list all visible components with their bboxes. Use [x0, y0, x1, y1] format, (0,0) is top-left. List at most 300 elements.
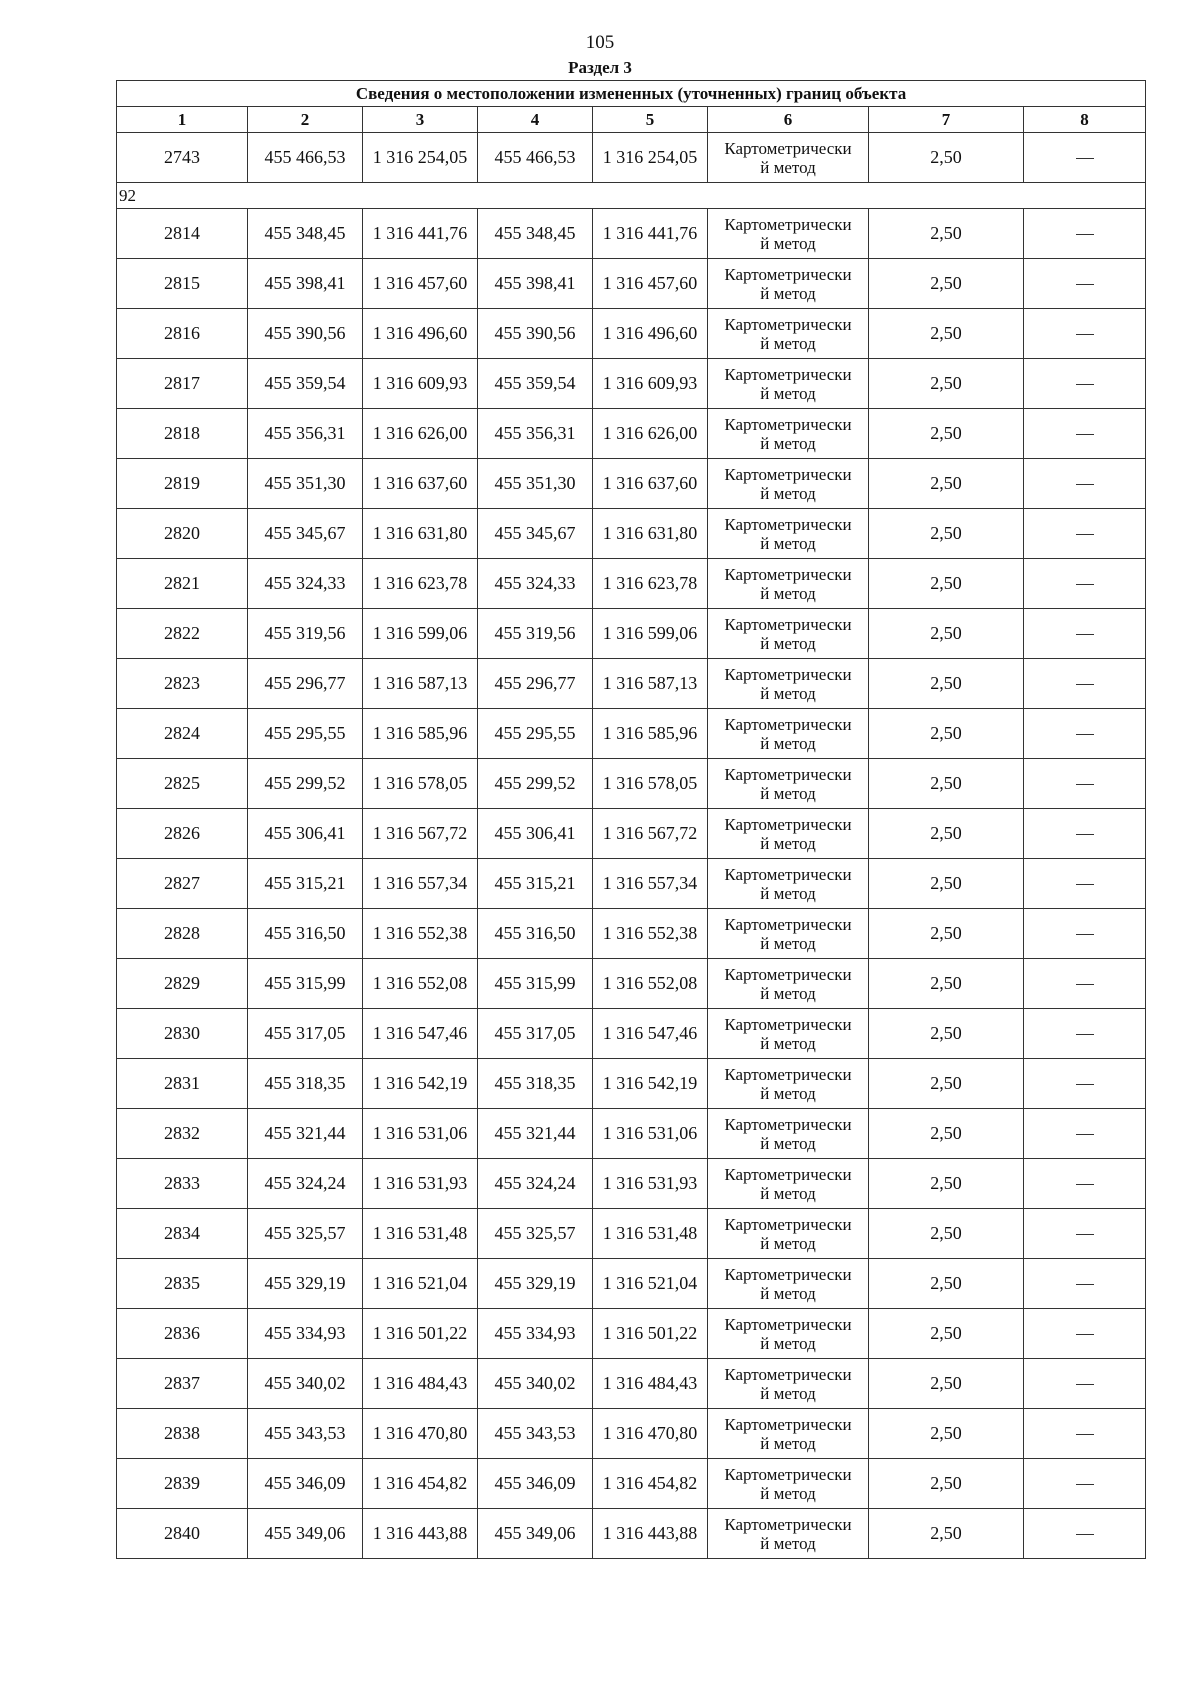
y-old-cell: 1 316 531,48 — [363, 1209, 478, 1259]
point-id-cell: 2829 — [117, 959, 248, 1009]
method-cell — [708, 509, 869, 559]
x-new-cell: 455 329,19 — [478, 1259, 593, 1309]
x-old-cell: 455 295,55 — [248, 709, 363, 759]
y-old-cell: 1 316 631,80 — [363, 509, 478, 559]
table-row — [117, 209, 1146, 259]
method-cell — [708, 1109, 869, 1159]
dash-icon — [1076, 984, 1094, 985]
method-line-2: й метод — [760, 1183, 816, 1203]
table-caption: Сведения о местоположении измененных (уточненных) границ объекта — [117, 81, 1146, 107]
accuracy-cell: 2,50 — [869, 359, 1024, 409]
column-number: 6 — [708, 107, 869, 133]
point-id-cell: 2823 — [117, 659, 248, 709]
empty-value-cell — [1024, 609, 1146, 659]
y-old-cell: 1 316 484,43 — [363, 1359, 478, 1409]
x-old-cell: 455 317,05 — [248, 1009, 363, 1059]
dash-icon — [1076, 834, 1094, 835]
accuracy-cell: 2,50 — [869, 1309, 1024, 1359]
method-cell — [708, 459, 869, 509]
x-old-cell: 455 315,99 — [248, 959, 363, 1009]
dash-icon — [1076, 1534, 1094, 1535]
y-new-cell: 1 316 623,78 — [593, 559, 708, 609]
y-new-cell: 1 316 552,08 — [593, 959, 708, 1009]
y-old-cell: 1 316 470,80 — [363, 1409, 478, 1459]
x-new-cell: 455 315,21 — [478, 859, 593, 909]
accuracy-cell: 2,50 — [869, 1059, 1024, 1109]
y-old-cell: 1 316 531,93 — [363, 1159, 478, 1209]
empty-value-cell — [1024, 1009, 1146, 1059]
method-line-2: й метод — [760, 1083, 816, 1103]
empty-value-cell — [1024, 409, 1146, 459]
dash-icon — [1076, 1434, 1094, 1435]
method-line-1: Картометрически — [724, 914, 852, 934]
method-line-1: Картометрически — [724, 614, 852, 634]
dash-icon — [1076, 234, 1094, 235]
empty-value-cell — [1024, 759, 1146, 809]
dash-icon — [1076, 534, 1094, 535]
method-line-2: й метод — [760, 583, 816, 603]
table-row — [117, 659, 1146, 709]
method-line-2: й метод — [760, 1033, 816, 1053]
x-old-cell: 455 359,54 — [248, 359, 363, 409]
empty-value-cell — [1024, 1209, 1146, 1259]
point-id-cell: 2743 — [117, 133, 248, 183]
dash-icon — [1076, 284, 1094, 285]
empty-value-cell — [1024, 1109, 1146, 1159]
y-new-cell: 1 316 587,13 — [593, 659, 708, 709]
method-cell — [708, 1359, 869, 1409]
y-old-cell: 1 316 578,05 — [363, 759, 478, 809]
y-old-cell: 1 316 254,05 — [363, 133, 478, 183]
method-cell — [708, 659, 869, 709]
accuracy-cell: 2,50 — [869, 1109, 1024, 1159]
x-new-cell: 455 356,31 — [478, 409, 593, 459]
y-new-cell: 1 316 521,04 — [593, 1259, 708, 1309]
x-new-cell: 455 324,24 — [478, 1159, 593, 1209]
y-old-cell: 1 316 441,76 — [363, 209, 478, 259]
x-new-cell: 455 349,06 — [478, 1509, 593, 1559]
dash-icon — [1076, 634, 1094, 635]
dash-icon — [1076, 934, 1094, 935]
x-new-cell: 455 295,55 — [478, 709, 593, 759]
method-line-1: Картометрически — [724, 964, 852, 984]
y-new-cell: 1 316 454,82 — [593, 1459, 708, 1509]
column-number: 7 — [869, 107, 1024, 133]
accuracy-cell: 2,50 — [869, 659, 1024, 709]
point-id-cell: 2814 — [117, 209, 248, 259]
y-new-cell: 1 316 626,00 — [593, 409, 708, 459]
x-new-cell: 455 296,77 — [478, 659, 593, 709]
y-new-cell: 1 316 441,76 — [593, 209, 708, 259]
table-row — [117, 809, 1146, 859]
y-new-cell: 1 316 531,48 — [593, 1209, 708, 1259]
method-line-1: Картометрически — [724, 814, 852, 834]
empty-value-cell — [1024, 1159, 1146, 1209]
column-number: 4 — [478, 107, 593, 133]
empty-value-cell — [1024, 1459, 1146, 1509]
table-row — [117, 609, 1146, 659]
x-new-cell: 455 359,54 — [478, 359, 593, 409]
point-id-cell: 2827 — [117, 859, 248, 909]
y-old-cell: 1 316 552,08 — [363, 959, 478, 1009]
y-new-cell: 1 316 484,43 — [593, 1359, 708, 1409]
method-line-2: й метод — [760, 883, 816, 903]
point-id-cell: 2822 — [117, 609, 248, 659]
table-row — [117, 409, 1146, 459]
dash-icon — [1076, 1034, 1094, 1035]
method-cell — [708, 859, 869, 909]
table-row — [117, 259, 1146, 309]
method-line-2: й метод — [760, 833, 816, 853]
method-line-2: й метод — [760, 1433, 816, 1453]
y-new-cell: 1 316 254,05 — [593, 133, 708, 183]
table-row — [117, 559, 1146, 609]
point-id-cell: 2826 — [117, 809, 248, 859]
y-new-cell: 1 316 443,88 — [593, 1509, 708, 1559]
method-line-1: Картометрически — [724, 264, 852, 284]
x-old-cell: 455 345,67 — [248, 509, 363, 559]
dash-icon — [1076, 1184, 1094, 1185]
y-new-cell: 1 316 457,60 — [593, 259, 708, 309]
y-new-cell: 1 316 496,60 — [593, 309, 708, 359]
accuracy-cell: 2,50 — [869, 1009, 1024, 1059]
method-line-1: Картометрически — [724, 1464, 852, 1484]
method-line-1: Картометрически — [724, 1264, 852, 1284]
method-cell — [708, 909, 869, 959]
method-line-2: й метод — [760, 783, 816, 803]
y-new-cell: 1 316 599,06 — [593, 609, 708, 659]
y-new-cell: 1 316 542,19 — [593, 1059, 708, 1109]
table-row — [117, 1009, 1146, 1059]
point-id-cell: 2818 — [117, 409, 248, 459]
y-old-cell: 1 316 587,13 — [363, 659, 478, 709]
method-line-1: Картометрически — [724, 1514, 852, 1534]
x-old-cell: 455 315,21 — [248, 859, 363, 909]
method-line-1: Картометрически — [724, 1164, 852, 1184]
empty-value-cell — [1024, 559, 1146, 609]
accuracy-cell: 2,50 — [869, 1459, 1024, 1509]
point-id-cell: 2831 — [117, 1059, 248, 1109]
table-row — [117, 709, 1146, 759]
coordinates-table — [116, 80, 1146, 1559]
y-new-cell: 1 316 631,80 — [593, 509, 708, 559]
empty-value-cell — [1024, 309, 1146, 359]
dash-icon — [1076, 1134, 1094, 1135]
x-new-cell: 455 318,35 — [478, 1059, 593, 1109]
method-line-1: Картометрически — [724, 664, 852, 684]
method-cell — [708, 1209, 869, 1259]
method-cell — [708, 1459, 869, 1509]
point-id-cell: 2836 — [117, 1309, 248, 1359]
table-row — [117, 1159, 1146, 1209]
x-new-cell: 455 316,50 — [478, 909, 593, 959]
accuracy-cell: 2,50 — [869, 1409, 1024, 1459]
y-old-cell: 1 316 443,88 — [363, 1509, 478, 1559]
accuracy-cell: 2,50 — [869, 759, 1024, 809]
column-number: 1 — [117, 107, 248, 133]
x-old-cell: 455 466,53 — [248, 133, 363, 183]
x-old-cell: 455 356,31 — [248, 409, 363, 459]
x-old-cell: 455 325,57 — [248, 1209, 363, 1259]
accuracy-cell: 2,50 — [869, 709, 1024, 759]
method-cell — [708, 559, 869, 609]
x-new-cell: 455 317,05 — [478, 1009, 593, 1059]
table-row — [117, 1359, 1146, 1409]
method-line-2: й метод — [760, 483, 816, 503]
method-line-1: Картометрически — [724, 714, 852, 734]
method-cell — [708, 959, 869, 1009]
method-line-1: Картометрически — [724, 314, 852, 334]
y-old-cell: 1 316 457,60 — [363, 259, 478, 309]
method-line-2: й метод — [760, 1233, 816, 1253]
method-cell — [708, 609, 869, 659]
point-id-cell: 2821 — [117, 559, 248, 609]
method-line-1: Картометрически — [724, 464, 852, 484]
method-cell — [708, 1009, 869, 1059]
x-new-cell: 455 340,02 — [478, 1359, 593, 1409]
method-line-1: Картометрически — [724, 564, 852, 584]
accuracy-cell: 2,50 — [869, 1159, 1024, 1209]
method-cell — [708, 409, 869, 459]
method-line-1: Картометрически — [724, 1014, 852, 1034]
x-new-cell: 455 390,56 — [478, 309, 593, 359]
accuracy-cell: 2,50 — [869, 809, 1024, 859]
group-label: 92 — [117, 183, 1146, 209]
accuracy-cell: 2,50 — [869, 859, 1024, 909]
x-old-cell: 455 390,56 — [248, 309, 363, 359]
method-line-1: Картометрически — [724, 764, 852, 784]
y-new-cell: 1 316 552,38 — [593, 909, 708, 959]
accuracy-cell: 2,50 — [869, 309, 1024, 359]
method-line-2: й метод — [760, 333, 816, 353]
table-row — [117, 1059, 1146, 1109]
y-new-cell: 1 316 547,46 — [593, 1009, 708, 1059]
x-old-cell: 455 340,02 — [248, 1359, 363, 1409]
empty-value-cell — [1024, 1409, 1146, 1459]
method-cell — [708, 1509, 869, 1559]
table-row — [117, 1409, 1146, 1459]
empty-value-cell — [1024, 959, 1146, 1009]
x-new-cell: 455 348,45 — [478, 209, 593, 259]
dash-icon — [1076, 734, 1094, 735]
table-row — [117, 1109, 1146, 1159]
table-row — [117, 359, 1146, 409]
y-old-cell: 1 316 531,06 — [363, 1109, 478, 1159]
accuracy-cell: 2,50 — [869, 1209, 1024, 1259]
y-new-cell: 1 316 501,22 — [593, 1309, 708, 1359]
x-new-cell: 455 334,93 — [478, 1309, 593, 1359]
x-old-cell: 455 334,93 — [248, 1309, 363, 1359]
dash-icon — [1076, 1284, 1094, 1285]
point-id-cell: 2824 — [117, 709, 248, 759]
accuracy-cell: 2,50 — [869, 209, 1024, 259]
y-old-cell: 1 316 521,04 — [363, 1259, 478, 1309]
dash-icon — [1076, 158, 1094, 159]
page-number: 105 — [585, 32, 615, 53]
empty-value-cell — [1024, 209, 1146, 259]
method-line-2: й метод — [760, 283, 816, 303]
y-old-cell: 1 316 626,00 — [363, 409, 478, 459]
table-row — [117, 1459, 1146, 1509]
method-line-2: й метод — [760, 233, 816, 253]
y-old-cell: 1 316 496,60 — [363, 309, 478, 359]
table-row — [117, 509, 1146, 559]
dash-icon — [1076, 1484, 1094, 1485]
y-new-cell: 1 316 585,96 — [593, 709, 708, 759]
method-line-1: Картометрически — [724, 214, 852, 234]
x-old-cell: 455 398,41 — [248, 259, 363, 309]
method-line-1: Картометрически — [724, 1214, 852, 1234]
y-new-cell: 1 316 578,05 — [593, 759, 708, 809]
empty-value-cell — [1024, 709, 1146, 759]
method-cell — [708, 1059, 869, 1109]
dash-icon — [1076, 334, 1094, 335]
method-line-1: Картометрически — [724, 1414, 852, 1434]
y-old-cell: 1 316 552,38 — [363, 909, 478, 959]
accuracy-cell: 2,50 — [869, 959, 1024, 1009]
empty-value-cell — [1024, 359, 1146, 409]
column-number-row — [117, 107, 1146, 133]
empty-value-cell — [1024, 659, 1146, 709]
accuracy-cell: 2,50 — [869, 1259, 1024, 1309]
method-cell — [708, 309, 869, 359]
y-old-cell: 1 316 557,34 — [363, 859, 478, 909]
method-line-1: Картометрически — [724, 1314, 852, 1334]
y-old-cell: 1 316 637,60 — [363, 459, 478, 509]
empty-value-cell — [1024, 133, 1146, 183]
y-old-cell: 1 316 623,78 — [363, 559, 478, 609]
point-id-cell: 2838 — [117, 1409, 248, 1459]
accuracy-cell: 2,50 — [869, 609, 1024, 659]
x-new-cell: 455 343,53 — [478, 1409, 593, 1459]
table-row — [117, 909, 1146, 959]
table-row — [117, 959, 1146, 1009]
method-cell — [708, 359, 869, 409]
method-line-1: Картометрически — [724, 414, 852, 434]
y-new-cell: 1 316 470,80 — [593, 1409, 708, 1459]
method-line-1: Картометрически — [724, 864, 852, 884]
accuracy-cell: 2,50 — [869, 909, 1024, 959]
x-new-cell: 455 351,30 — [478, 459, 593, 509]
table-row — [117, 1509, 1146, 1559]
point-id-cell: 2839 — [117, 1459, 248, 1509]
y-new-cell: 1 316 531,06 — [593, 1109, 708, 1159]
dash-icon — [1076, 684, 1094, 685]
y-old-cell: 1 316 599,06 — [363, 609, 478, 659]
method-cell — [708, 809, 869, 859]
accuracy-cell: 2,50 — [869, 133, 1024, 183]
x-old-cell: 455 346,09 — [248, 1459, 363, 1509]
accuracy-cell: 2,50 — [869, 1509, 1024, 1559]
point-id-cell: 2840 — [117, 1509, 248, 1559]
x-old-cell: 455 316,50 — [248, 909, 363, 959]
dash-icon — [1076, 1234, 1094, 1235]
empty-value-cell — [1024, 1309, 1146, 1359]
table-row — [117, 759, 1146, 809]
method-line-1: Картометрически — [724, 1064, 852, 1084]
point-id-cell: 2825 — [117, 759, 248, 809]
accuracy-cell: 2,50 — [869, 1359, 1024, 1409]
method-line-1: Картометрически — [724, 1364, 852, 1384]
point-id-cell: 2828 — [117, 909, 248, 959]
empty-value-cell — [1024, 259, 1146, 309]
x-old-cell: 455 351,30 — [248, 459, 363, 509]
dash-icon — [1076, 784, 1094, 785]
x-old-cell: 455 343,53 — [248, 1409, 363, 1459]
method-line-2: й метод — [760, 533, 816, 553]
dash-icon — [1076, 1384, 1094, 1385]
table-row — [117, 859, 1146, 909]
point-id-cell: 2816 — [117, 309, 248, 359]
y-old-cell: 1 316 454,82 — [363, 1459, 478, 1509]
method-cell — [708, 133, 869, 183]
empty-value-cell — [1024, 1259, 1146, 1309]
dash-icon — [1076, 484, 1094, 485]
method-cell — [708, 1159, 869, 1209]
column-number: 5 — [593, 107, 708, 133]
dash-icon — [1076, 434, 1094, 435]
method-line-2: й метод — [760, 683, 816, 703]
column-number: 2 — [248, 107, 363, 133]
method-line-2: й метод — [760, 1283, 816, 1303]
point-id-cell: 2834 — [117, 1209, 248, 1259]
table-row — [117, 309, 1146, 359]
x-new-cell: 455 315,99 — [478, 959, 593, 1009]
empty-value-cell — [1024, 1059, 1146, 1109]
x-new-cell: 455 306,41 — [478, 809, 593, 859]
point-id-cell: 2832 — [117, 1109, 248, 1159]
method-cell — [708, 259, 869, 309]
table-row — [117, 1209, 1146, 1259]
y-old-cell: 1 316 567,72 — [363, 809, 478, 859]
y-new-cell: 1 316 531,93 — [593, 1159, 708, 1209]
column-number: 3 — [363, 107, 478, 133]
dash-icon — [1076, 1334, 1094, 1335]
dash-icon — [1076, 884, 1094, 885]
method-line-1: Картометрически — [724, 514, 852, 534]
accuracy-cell: 2,50 — [869, 259, 1024, 309]
dash-icon — [1076, 584, 1094, 585]
method-cell — [708, 209, 869, 259]
point-id-cell: 2817 — [117, 359, 248, 409]
x-old-cell: 455 348,45 — [248, 209, 363, 259]
x-old-cell: 455 306,41 — [248, 809, 363, 859]
table-row — [117, 133, 1146, 183]
x-new-cell: 455 321,44 — [478, 1109, 593, 1159]
accuracy-cell: 2,50 — [869, 459, 1024, 509]
point-id-cell: 2833 — [117, 1159, 248, 1209]
x-new-cell: 455 319,56 — [478, 609, 593, 659]
y-old-cell: 1 316 501,22 — [363, 1309, 478, 1359]
x-new-cell: 455 324,33 — [478, 559, 593, 609]
method-line-1: Картометрически — [724, 364, 852, 384]
method-cell — [708, 1259, 869, 1309]
method-cell — [708, 1309, 869, 1359]
method-line-2: й метод — [760, 1333, 816, 1353]
dash-icon — [1076, 1084, 1094, 1085]
y-new-cell: 1 316 637,60 — [593, 459, 708, 509]
method-line-1: Картометрически — [724, 138, 852, 158]
x-new-cell: 455 299,52 — [478, 759, 593, 809]
table-row — [117, 459, 1146, 509]
y-old-cell: 1 316 585,96 — [363, 709, 478, 759]
x-new-cell: 455 325,57 — [478, 1209, 593, 1259]
empty-value-cell — [1024, 909, 1146, 959]
x-new-cell: 455 398,41 — [478, 259, 593, 309]
x-new-cell: 455 466,53 — [478, 133, 593, 183]
x-old-cell: 455 319,56 — [248, 609, 363, 659]
y-old-cell: 1 316 542,19 — [363, 1059, 478, 1109]
